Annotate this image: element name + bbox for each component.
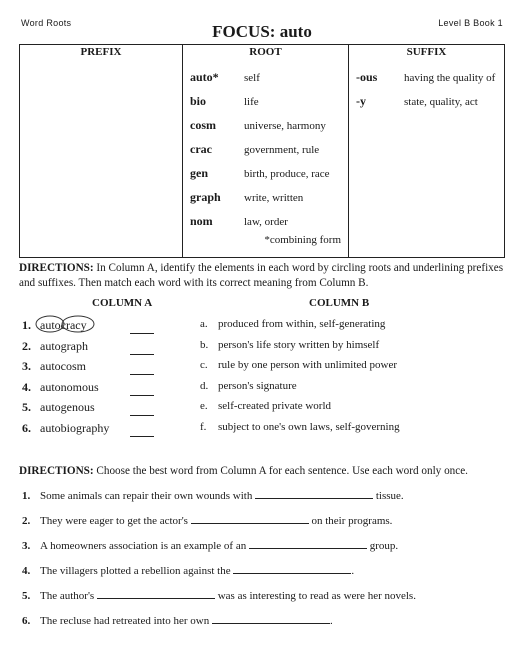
answer-blank[interactable] [130,363,154,375]
sentence-text: A homeowners association is an example of an [40,540,247,552]
item-definition: rule by one person with unlimited power [218,359,398,371]
root-row [184,118,347,142]
header-right: Level B Book 1 [438,18,503,28]
item-number: 5. [22,400,31,414]
item-word: autocosm [40,359,86,373]
suffix-row [350,94,503,118]
sentence-text: . [351,565,355,577]
sentence-number: 3. [22,540,31,552]
fill-in-blank[interactable] [191,512,309,524]
sentence-text: was as interesting to read as were her novels. [217,590,416,602]
item-number: 3. [22,359,31,373]
sentence-text: The villagers plotted a rebellion against the [40,565,231,577]
root-meaning: life [244,96,259,108]
column-b-item [200,380,297,392]
item-number: 6. [22,421,31,435]
root-term: gen [190,166,208,180]
sentence-number: 5. [22,590,31,602]
fill-in-blank[interactable] [97,587,215,599]
header-left: Word Roots [21,18,72,28]
root-term: auto* [190,70,219,84]
item-word: autocracy [40,318,87,332]
sentence [22,612,333,627]
sentence [22,587,416,602]
sentence-text: . [329,615,333,627]
answer-blank[interactable] [130,384,154,396]
column-b-item [200,359,397,371]
root-cell [183,65,349,258]
sentence-text: The author's [40,590,95,602]
item-word: autobiography [40,421,110,435]
answer-blank[interactable] [130,425,154,437]
item-letter: f. [200,421,207,433]
sentence [22,537,398,552]
root-row [184,70,347,94]
item-word: autonomous [40,380,99,394]
directions-label: DIRECTIONS: [19,465,94,477]
fill-in-blank[interactable] [249,537,367,549]
root-meaning: self [244,72,260,84]
root-row [184,94,347,118]
root-term: nom [190,214,213,228]
root-header: ROOT [183,45,349,66]
answer-blank[interactable] [130,322,154,334]
sentence-text: They were eager to get the actor's [40,515,188,527]
root-term: graph [190,190,221,204]
fill-in-blank[interactable] [255,487,373,499]
item-number: 1. [22,318,31,332]
column-a-heading: COLUMN A [92,297,153,309]
sentence-number: 1. [22,490,31,502]
sentence-text: tissue. [375,490,404,502]
column-b-item [200,339,379,351]
suffix-meaning: state, quality, act [404,96,478,108]
word-parts-table [19,44,505,258]
column-a-item [22,339,88,354]
item-definition: subject to one's own laws, self-governing [218,421,400,433]
root-meaning: government, rule [244,144,320,156]
root-term: bio [190,94,207,108]
item-definition: person's signature [218,380,297,392]
suffix-term: -y [356,94,366,108]
fill-in-blank[interactable] [212,612,330,624]
suffix-row [350,70,503,94]
prefix-cell [20,65,183,258]
item-letter: b. [200,339,209,351]
directions-text: In Column A, identify the elements in each word by circling roots and underlining prefixes and suffixes. Then match each word with its correct meaning from Column B. [19,262,504,289]
suffix-term: -ous [356,70,378,84]
root-meaning: universe, harmony [244,120,326,132]
item-definition: self-created private world [218,400,331,412]
directions-2 [19,464,505,479]
root-row [184,214,347,238]
directions-text: Choose the best word from Column A for each sentence. Use each word only once. [96,465,468,477]
item-definition: person's life story written by himself [218,339,380,351]
sentence-text: group. [369,540,399,552]
suffix-header: SUFFIX [349,45,505,66]
root-term: crac [190,142,212,156]
answer-blank[interactable] [130,404,154,416]
sentence-number: 4. [22,565,31,577]
root-meaning: birth, produce, race [244,168,330,180]
footnote: *combining form [264,234,341,246]
root-meaning: law, order [244,216,288,228]
item-word: autogenous [40,400,95,414]
page-title: FOCUS: auto [212,22,312,41]
sentence-text: on their programs. [311,515,393,527]
sentence [22,562,354,577]
sentence-number: 2. [22,515,31,527]
column-b-item [200,318,385,330]
suffix-meaning: having the quality of [404,72,496,84]
item-letter: a. [200,318,208,330]
circle-annotation [34,314,104,334]
root-term: cosm [190,118,216,132]
sentence [22,487,404,502]
root-row [184,142,347,166]
column-a-item [22,400,95,415]
column-b-item [200,421,400,433]
suffix-cell [349,65,505,258]
directions-1 [19,261,505,291]
column-b-item [200,400,331,412]
sentence [22,512,392,527]
item-letter: d. [200,380,209,392]
item-letter: e. [200,400,208,412]
column-a-item [22,359,86,374]
item-word: autograph [40,339,88,353]
root-meaning: write, written [244,192,304,204]
sentence-text: The recluse had retreated into her own [40,615,210,627]
sentence-text: Some animals can repair their own wounds with [40,490,253,502]
root-row [184,190,347,214]
item-number: 4. [22,380,31,394]
column-a-item [22,380,99,395]
directions-label: DIRECTIONS: [19,262,94,274]
item-letter: c. [200,359,208,371]
root-row [184,166,347,190]
sentence-number: 6. [22,615,31,627]
item-number: 2. [22,339,31,353]
prefix-header: PREFIX [20,45,183,66]
column-a-item [22,421,109,436]
fill-in-blank[interactable] [233,562,351,574]
answer-blank[interactable] [130,343,154,355]
column-b-heading: COLUMN B [309,297,370,309]
item-definition: produced from within, self-generating [218,318,386,330]
